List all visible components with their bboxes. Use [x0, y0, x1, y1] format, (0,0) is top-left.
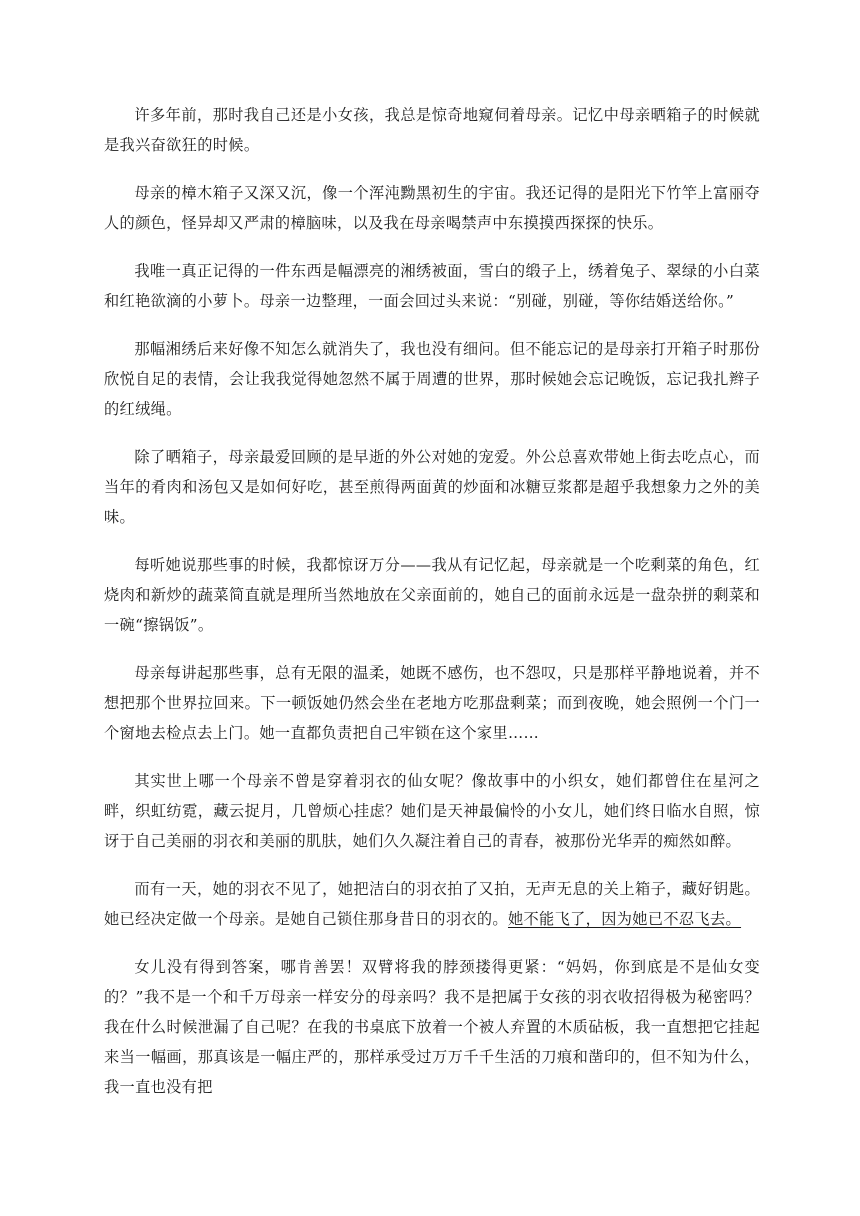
paragraph-6: 每听她说那些事的时候，我都惊讶万分——我从有记忆起，母亲就是一个吃剩菜的角色，红烧肉和新炒的蔬菜简直就是理所当然地放在父亲面前的，她自己的面前永远是一盘杂拼的剩菜和一碗“擦锅饭”。 — [104, 556, 760, 634]
paragraph-8: 其实世上哪一个母亲不曾是穿着羽衣的仙女呢？像故事中的小织女，她们都曾住在星河之畔，织虹纺霓，藏云捉月，几曾烦心挂虑？她们是天神最偏怜的小女儿，她们终日临水自照，惊讶于自己美丽的羽衣和美丽的肌肤，她们久久凝注着自己的青春，被那份光华弄的痴然如醉。 — [104, 772, 760, 850]
document-page — [104, 100, 760, 1102]
paragraph-5: 除了晒箱子，母亲最爱回顾的是早逝的外公对她的宠爱。外公总喜欢带她上街去吃点心，而当年的肴肉和汤包又是如何好吃，甚至煎得两面黄的炒面和冰糖豆浆都是超乎我想象力之外的美味。 — [104, 448, 760, 526]
paragraph-2: 母亲的樟木箱子又深又沉，像一个浑沌黝黑初生的宇宙。我还记得的是阳光下竹竿上富丽夺人的颜色，怪异却又严肃的樟脑味，以及我在母亲喝禁声中东摸摸西探探的快乐。 — [104, 184, 760, 232]
paragraph-7: 母亲每讲起那些事，总有无限的温柔，她既不感伤，也不怨叹，只是那样平静地说着，并不想把那个世界拉回来。下一顿饭她仍然会坐在老地方吃那盘剩菜；而到夜晚，她会照例一个门一个窗地去检点去上门。她一直都负责把自己牢锁在这个家里…… — [104, 664, 760, 742]
paragraph-10: 女儿没有得到答案，哪肯善罢！双臂将我的脖颈搂得更紧：“妈妈，你到底是不是仙女变的？”我不是一个和千万母亲一样安分的母亲吗？我不是把属于女孩的羽衣收招得极为秘密吗？我在什么时候泄漏了自己呢？在我的书桌底下放着一个被人弃置的木质砧板，我一直想把它挂起来当一幅画，那真该是一幅庄严的，那样承受过万万千千生活的刀痕和凿印的，但不知为什么，我一直也没有把 — [104, 958, 760, 1096]
paragraph-3: 我唯一真正记得的一件东西是幅漂亮的湘绣被面，雪白的缎子上，绣着兔子、翠绿的小白菜和红艳欲滴的小萝卜。母亲一边整理，一面会回过头来说：“别碰，别碰，等你结婚送给你。” — [104, 262, 760, 310]
paragraph-9 — [104, 874, 760, 934]
paragraph-4: 那幅湘绣后来好像不知怎么就消失了，我也没有细问。但不能忘记的是母亲打开箱子时那份欣悦自足的表情，会让我我觉得她忽然不属于周遭的世界，那时候她会忘记晚饭，忘记我扎辫子的红绒绳。 — [104, 340, 760, 418]
paragraph-9-text: 而有一天，她的羽衣不见了，她把洁白的羽衣拍了又拍，无声无息的关上箱子，藏好钥匙。她已经决定做一个母亲。是她自己锁住那身昔日的羽衣的。 — [104, 880, 760, 928]
paragraph-1: 许多年前，那时我自己还是小女孩，我总是惊奇地窥伺着母亲。记忆中母亲晒箱子的时候就是我兴奋欲狂的时候。 — [104, 106, 760, 154]
underlined-sentence: 她不能飞了，因为她已不忍飞去。 — [507, 910, 742, 928]
